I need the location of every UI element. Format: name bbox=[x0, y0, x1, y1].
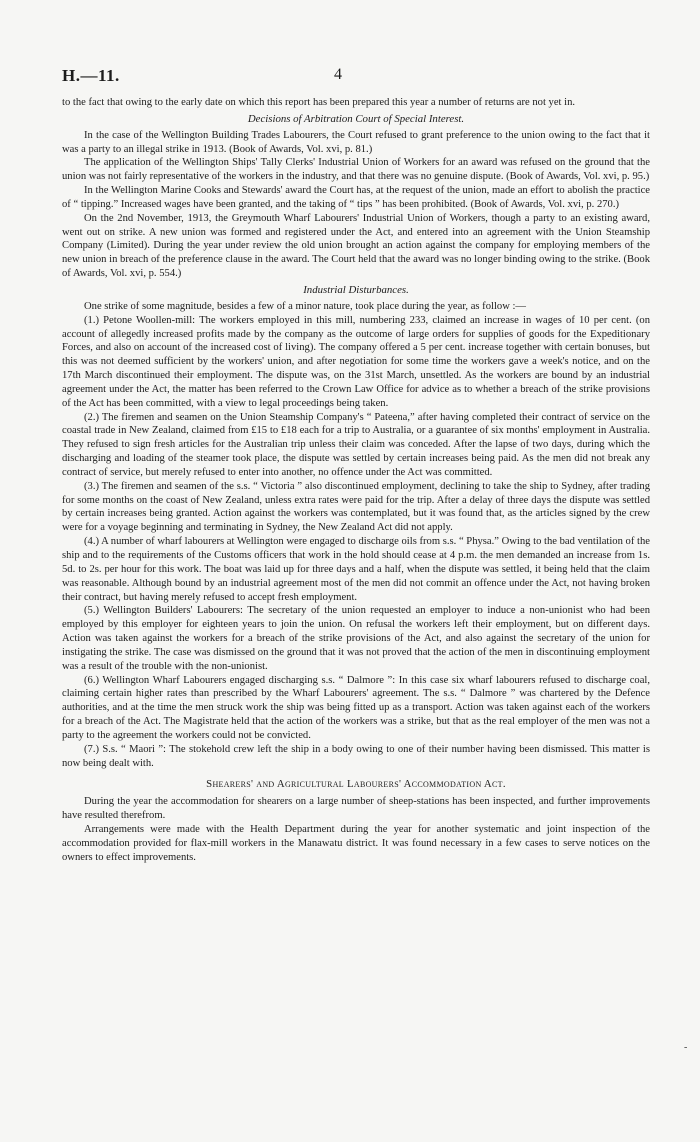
paragraph: The application of the Wellington Ships' Tally Clerks' Industrial Union of Workers for an award was refused on the ground that the union was not fairly representative of the workers in the industry, and that there was no genuine dispute. (Book of Awards, Vol. xvi, p. 95.) bbox=[62, 157, 650, 183]
paragraph: In the Wellington Marine Cooks and Stewards' award the Court has, at the request of the union, made an effort to abolish the practice of “ tipping.” Increased wages have been granted, and the taking of “ tips ” has been prohibited. (Book of Awards, Vol. xvi, p. 270.) bbox=[62, 185, 650, 210]
paragraph-strike-item: (1.) Petone Woollen-mill: The workers employed in this mill, numbering 233, claimed an increase in wages of 10 per cent. (on account of allegedly increased profits made by the company as the outcome of large orders for supplies of goods for the Expeditionary Forces, and also on account of the increased cost of living). The company offered a 5 per cent. increase together with certain bonuses, but this was not deemed sufficient by the workers' union, and after negotiation for some time the workers gave a week's notice, and on the 17th March discontinued their employment. The dispute was, on the 31st March, unsettled. As the workers are bound by an industrial agreement under the Act, the matter has been referred to the Crown Law Office for advice as to whether a breach of the strike provisions of the Act has been committed, with a view to legal proceedings being taken. bbox=[62, 314, 650, 409]
paragraph: On the 2nd November, 1913, the Greymouth Wharf Labourers' Industrial Union of Workers, though a party to an existing award, went out on strike. A new union was formed and registered under the Act, and entered into an agreement with the Union Steamship Company (Limited). During the year under review the old union brought an action against the company for employing members of the new union in breach of the preference clause in the award. The Court held that the award was no longer binding owing to the strike. (Book of Awards, Vol. xvi, p. 554.) bbox=[62, 212, 650, 280]
section-heading-accommodation-act: Shearers' and Agricultural Labourers' Accommodation Act. bbox=[206, 777, 506, 790]
document-body bbox=[62, 96, 650, 865]
paragraph: During the year the accommodation for shearers on a large number of sheep-stations has been inspected, and further improvements have resulted therefrom. bbox=[62, 796, 650, 822]
page-header bbox=[62, 66, 652, 90]
paragraph-continuation: to the fact that owing to the early date on which this report has been prepared this year a number of returns are not yet in. bbox=[62, 97, 576, 108]
margin-mark: - bbox=[684, 1042, 688, 1053]
paragraph-strike-item: (2.) The firemen and seamen on the Union Steamship Company's “ Pateena,” after having completed their contract of service on the coastal trade in New Zealand, claimed from £15 to £18 each for a trip to Australia, or a guarantee of six months' employment in Australia. They refused to sign fresh articles for the Australian trip unless their claim was conceded. After the lapse of two days, during which the discharging and loading of the steamer took place, the dispute was settled by certain increases being paid. As the men did not break any contract of service, but merely refused to enter into another, no offence under the Act was committed. bbox=[62, 411, 650, 478]
paragraph-strike-item: (3.) The firemen and seamen of the s.s. “ Victoria ” also discontinued employment, declining to take the ship to Sydney, after trading for some months on the coast of New Zealand, unless extra rates were paid for the trip. After a delay of three days the dispute was settled by certain increases being granted. Action against the workers was contemplated, but it was found that, as the articles signed by the crew were for a voyage beginning and terminating in Sydney, the New Zealand Act did not apply. bbox=[62, 480, 650, 534]
section-heading-arbitration-decisions: Decisions of Arbitration Court of Special Interest. bbox=[247, 112, 465, 125]
paragraph-strike-item: (6.) Wellington Wharf Labourers engaged discharging s.s. “ Dalmore ”: In this case six wharf labourers refused to discharge coal, claiming certain higher rates than prescribed by the Wharf Labourers' agreement. The s.s. “ Dalmore ” was chartered by the Defence authorities, and at the time the men struck work the ship was being fitted up as a transport. Action was taken against each of the workers for a breach of the Act. The Magistrate held that the action of the workers was a strike, but that as the real employer of the men was not a party to the agreement the workers could not be convicted. bbox=[62, 674, 650, 741]
paragraph: One strike of some magnitude, besides a few of a minor nature, took place during the year, as follow :— bbox=[84, 300, 527, 312]
paragraph-strike-item: (5.) Wellington Builders' Labourers: The secretary of the union requested an employer to induce a non-unionist who had been employed by this employer for eighteen years to join the union. On refusal the workers left their employment, but on different days. Action was taken against the workers for a breach of the strike provisions of the Act, and also against the secretary of the union for instigating the strike. The case was dismissed on the ground that it was not proved that the action of the men in discontinuing employment was a result of the trouble with the non-unionist. bbox=[62, 605, 650, 672]
document-reference: H.—11. bbox=[62, 66, 120, 85]
section-heading-industrial-disturbances: Industrial Disturbances. bbox=[303, 283, 409, 296]
page-number: 4 bbox=[334, 66, 342, 83]
paragraph-strike-item: (7.) S.s. “ Maori ”: The stokehold crew left the ship in a body owing to one of their number having been dismissed. This matter is now being dealt with. bbox=[62, 743, 650, 769]
paragraph: In the case of the Wellington Building Trades Labourers, the Court refused to grant preference to the union owing to the fact that it was a party to an illegal strike in 1913. (Book of Awards, Vol. xvi, p. 81.) bbox=[62, 129, 650, 155]
paragraph: Arrangements were made with the Health Department during the year for another systematic and joint inspection of the accommodation provided for flax-mill workers in the Manawatu district. It was found necessary in a few cases to serve notices on the owners to effect improvements. bbox=[62, 824, 650, 863]
paragraph-strike-item: (4.) A number of wharf labourers at Wellington were engaged to discharge oils from s.s. “ Physa.” Owing to the bad ventilation of the ship and to the requirements of the Customs officers that work in the hold should cease at 4 p.m. the men demanded an increase from 1s. 5d. to 2s. per hour for this work. The boat was laid up for three days and a half, when the dispute was settled, it being held that the claim was reasonable. Although bound by an industrial agreement most of the men did not commit an offence under the Act, not having broken their contract, but having merely refused to accept fresh employment. bbox=[62, 536, 650, 603]
